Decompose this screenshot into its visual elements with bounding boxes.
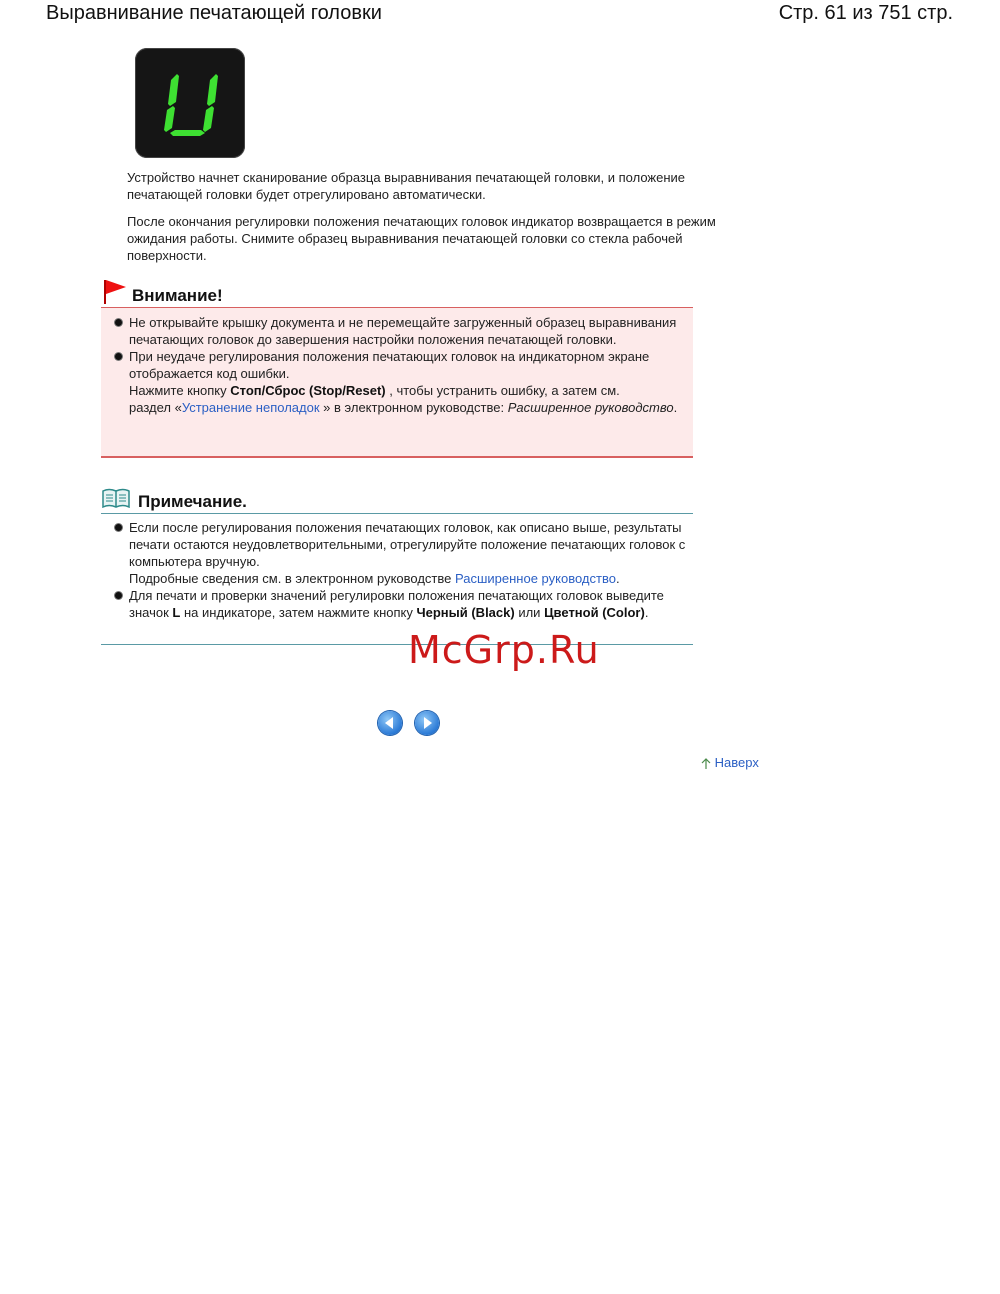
note-divider-bottom	[101, 644, 693, 645]
advanced-guide-link[interactable]: Расширенное руководство	[455, 571, 616, 586]
bullet-icon	[115, 319, 122, 326]
open-book-icon	[102, 488, 130, 513]
arrow-left-icon	[378, 711, 402, 735]
page-title: Выравнивание печатающей головки	[46, 2, 382, 24]
manual-name: Расширенное руководство	[507, 400, 674, 415]
back-to-top-label[interactable]: Наверх	[714, 755, 759, 770]
paragraph-scan-start: Устройство начнет сканирование образца выравнивания печатающей головки, и положение печатающей головки будет отрегулировано автоматически.	[127, 170, 686, 202]
list-item: При неудаче регулирования положения печатающих головок на индикаторном экране отображается код ошибки. Нажмите кнопку Стоп/Сброс (Stop/Reset) , чтобы устранить ошибку, а затем см. раздел «Устранение неполадок » в электронном руководстве: Расширенное руководство.	[101, 348, 693, 416]
list-item: Для печати и проверки значений регулировки положения печатающих головок выведите значок L на индикаторе, затем нажмите кнопку Черный (Black) или Цветной (Color).	[101, 587, 693, 621]
lcd-u-character-icon	[135, 48, 245, 158]
bullet-icon	[115, 524, 122, 531]
black-button-name: Черный (Black)	[416, 605, 515, 620]
list-item: Не открывайте крышку документа и не перемещайте загруженный образец выравнивания печатающих головок до завершения настройки положения печатающей головки.	[101, 314, 693, 348]
warning-title: Внимание!	[132, 286, 223, 305]
color-button-name: Цветной (Color)	[544, 605, 645, 620]
note-box	[101, 519, 693, 621]
troubleshooting-link[interactable]: Устранение неполадок	[181, 400, 320, 415]
red-flag-icon	[102, 279, 128, 310]
bullet-icon	[115, 353, 122, 360]
prev-page-button[interactable]	[378, 711, 402, 735]
page-counter: Стр. 61 из 751 стр.	[778, 2, 953, 24]
paragraph-after-adjustment: После окончания регулировки положения печатающих головок индикатор возвращается в режим ожидания работы. Снимите образец выравнивания печатающей головки со стекла рабочей поверхности.	[127, 214, 716, 263]
next-page-button[interactable]	[415, 711, 439, 735]
watermark: McGrp.Ru	[408, 628, 600, 672]
bullet-icon	[115, 592, 122, 599]
arrow-right-icon	[415, 711, 439, 735]
back-to-top-link[interactable]	[701, 755, 759, 770]
arrow-up-icon	[701, 757, 711, 769]
stop-reset-button-name: Стоп/Сброс (Stop/Reset)	[230, 383, 386, 398]
lcd-display-image	[135, 48, 245, 158]
list-item: Если после регулирования положения печатающих головок, как описано выше, результаты печати остаются неудовлетворительными, отрегулируйте положение печатающих головок с компьютера вручную. Подробные сведения см. в электронном руководстве Расширенное руководство.	[101, 519, 693, 587]
note-title: Примечание.	[138, 492, 247, 511]
note-divider-top	[101, 513, 693, 514]
warning-box	[101, 307, 693, 458]
